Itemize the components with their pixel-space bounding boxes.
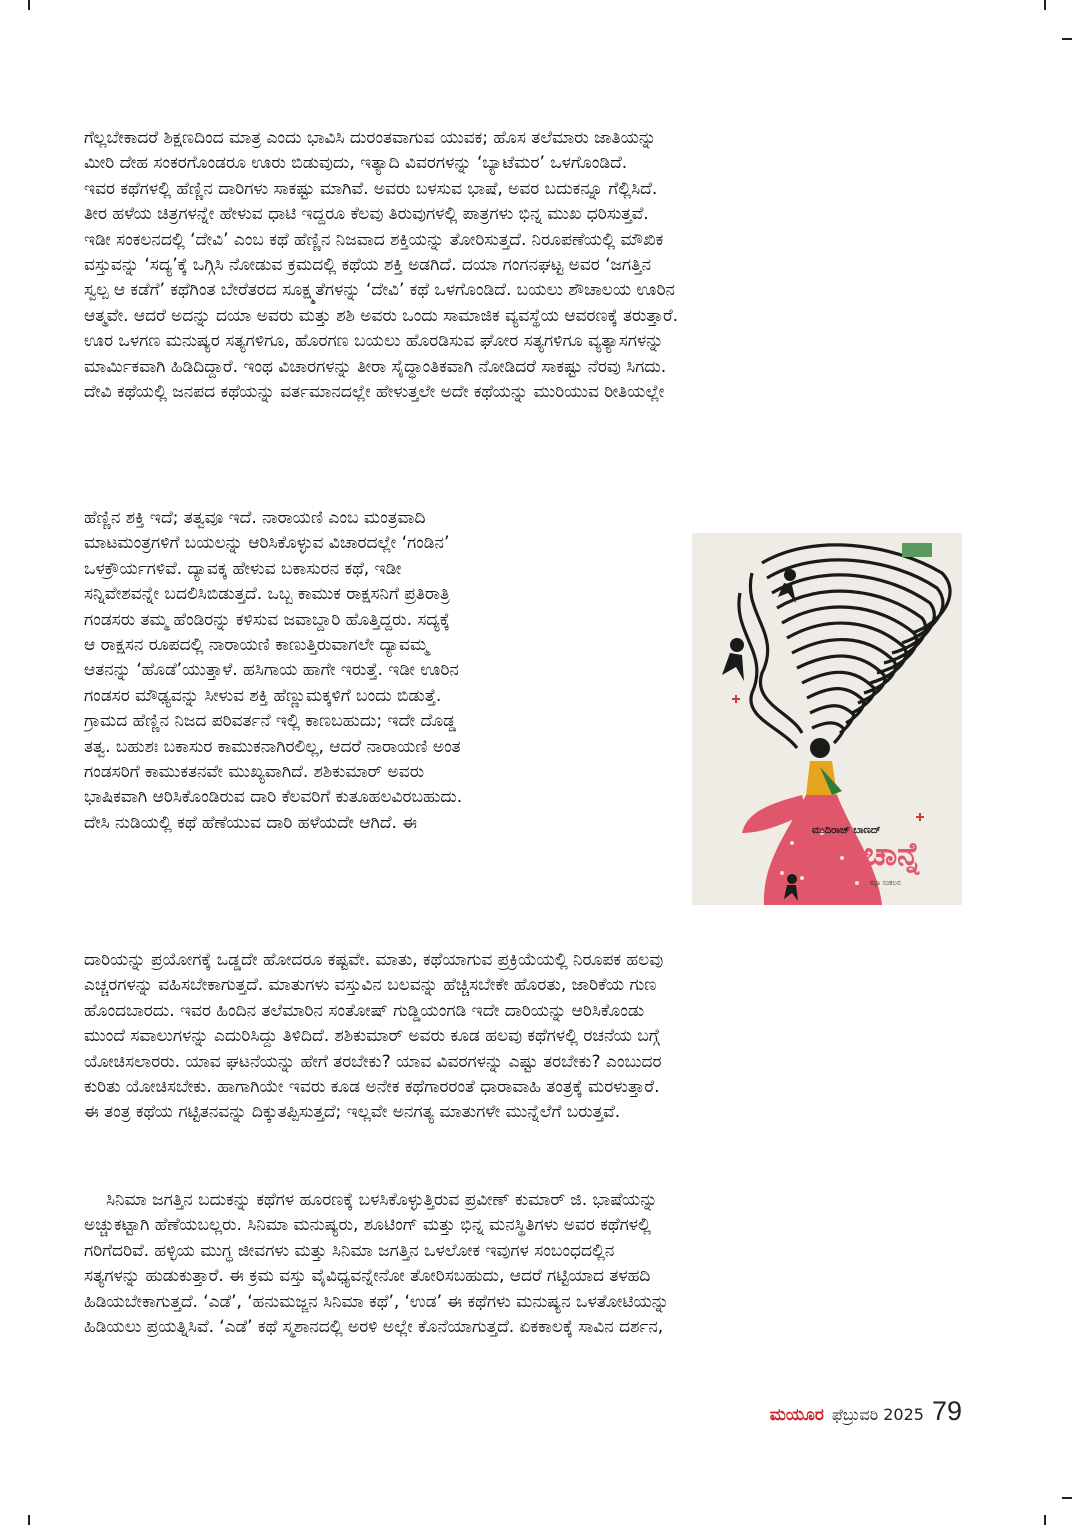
text-line: ಆತ್ಮವೇ. ಆದರೆ ಅದನ್ನು ದಯಾ ಅವರು ಮತ್ತು ಶಶಿ ಅವರು ಒಂದು ಸಾಮಾಜಿಕ ವ್ಯವಸ್ಥೆಯ ಆವರಣಕ್ಕೆ ತರುತ್ತಾರೆ. [84, 305, 679, 326]
article-paragraph-1 [84, 126, 964, 405]
text-line: ಸತ್ಯಗಳನ್ನು ಹುಡುಕುತ್ತಾರೆ. ಈ ಕ್ರಮ ವಸ್ತು ವೈವಿಧ್ಯವನ್ನೇನೋ ತೋರಿಸಬಹುದು, ಆದರೆ ಗಟ್ಟಿಯಾದ ತಳಹದಿ [84, 1266, 651, 1287]
text-line: ತತ್ವ. ಬಹುಶಃ ಬಕಾಸುರ ಕಾಮುಕನಾಗಿರಲಿಲ್ಲ, ಆದರೆ ನಾರಾಯಣಿ ಅಂತ [84, 736, 461, 757]
book-cover-title: ಚಾನ್ನೆ [864, 835, 921, 873]
text-line: ಅಚ್ಚುಕಟ್ಟಾಗಿ ಹೆಣೆಯಬಲ್ಲರು. ಸಿನಿಮಾ ಮನುಷ್ಯರು, ಶೂಟಿಂಗ್ ಮತ್ತು ಭಿನ್ನ ಮನಸ್ಥಿತಿಗಳು ಅವರ ಕಥೆಗಳಲ್ಲಿ [84, 1215, 651, 1236]
text-line: ಇಡೀ ಸಂಕಲನದಲ್ಲಿ ‘ದೇವಿ’ ಎಂಬ ಕಥೆ ಹೆಣ್ಣಿನ ನಿಜವಾದ ಶಕ್ತಿಯನ್ನು ತೋರಿಸುತ್ತದೆ. ನಿರೂಪಣೆಯಲ್ಲಿ ಮೌಖಿಕ [84, 229, 664, 250]
page-number: 79 [931, 1396, 962, 1426]
text-line: ಆತನನ್ನು ‘ಹೊಡೆ’ಯುತ್ತಾಳೆ. ಹಸಿಗಾಯ ಹಾಗೇ ಇರುತ್ತೆ. ಇಡೀ ಊರಿನ [84, 660, 459, 681]
text-line: ದೇಸಿ ನುಡಿಯಲ್ಲಿ ಕಥೆ ಹೆಣೆಯುವ ದಾರಿ ಹಳೆಯದೇ ಆಗಿದೆ. ಈ [84, 812, 418, 833]
crop-mark-bottom-left [28, 1515, 30, 1525]
text-line: ಸ್ವಲ್ಪ ಆ ಕಡೆಗೆ’ ಕಥೆಗಿಂತ ಬೇರೆತರದ ಸೂಕ್ಷ್ಮತೆಗಳನ್ನು ‘ದೇವಿ’ ಕಥೆ ಒಳಗೊಂಡಿದೆ. ಬಯಲು ಶೌಚಾಲಯ ಊರಿನ [84, 280, 676, 301]
text-line: ವಸ್ತುವನ್ನು ‘ಸದ್ಯ’ಕ್ಕೆ ಒಗ್ಗಿಸಿ ನೋಡುವ ಕ್ರಮದಲ್ಲಿ ಕಥೆಯ ಶಕ್ತಿ ಅಡಗಿದೆ. ದಯಾ ಗಂಗನಘಟ್ಟ ಅವರ ‘ಜಗತ್ತಿನ [84, 255, 652, 276]
crop-mark-right-top [1062, 38, 1072, 40]
text-line: ಭಾಷಿಕವಾಗಿ ಆರಿಸಿಕೊಂಡಿರುವ ದಾರಿ ಕೆಲವರಿಗೆ ಕುತೂಹಲವಿರಬಹುದು. [84, 787, 463, 808]
text-line: ಕುರಿತು ಯೋಚಿಸಬೇಕು. ಹಾಗಾಗಿಯೇ ಇವರು ಕೂಡ ಅನೇಕ ಕಥೆಗಾರರಂತೆ ಧಾರಾವಾಹಿ ತಂತ್ರಕ್ಕೆ ಮರಳುತ್ತಾರೆ. [84, 1077, 660, 1098]
text-line: ಹೆಣ್ಣಿನ ಶಕ್ತಿ ಇದೆ; ತತ್ವವೂ ಇದೆ. ನಾರಾಯಣಿ ಎಂಬ ಮಂತ್ರವಾದಿ [84, 508, 426, 528]
text-line: ಮಾರ್ಮಿಕವಾಗಿ ಹಿಡಿದಿದ್ದಾರೆ. ಇಂಥ ವಿಚಾರಗಳನ್ನು ತೀರಾ ಸೈದ್ಧಾಂತಿಕವಾಗಿ ನೋಡಿದರೆ ಸಾಕಷ್ಟು ನೆರವು ಸಿಗದು. [84, 356, 667, 377]
crop-mark-top-right [1044, 0, 1046, 10]
text-line: ತೀರ ಹಳೆಯ ಚಿತ್ರಗಳನ್ನೇ ಹೇಳುವ ಧಾಟಿ ಇದ್ದರೂ ಕೆಲವು ತಿರುವುಗಳಲ್ಲಿ ಪಾತ್ರಗಳು ಭಿನ್ನ ಮುಖ ಧರಿಸುತ್ತವೆ. [84, 204, 649, 225]
issue-date: ಫೆಬ್ರುವರಿ 2025 [831, 1405, 924, 1424]
text-line: ಊರ ಒಳಗಣ ಮನುಷ್ಯರ ಸತ್ಯಗಳಿಗೂ, ಹೊರಗಣ ಬಯಲು ಹೊರಡಿಸುವ ಘೋರ ಸತ್ಯಗಳಿಗೂ ವ್ಯತ್ಯಾಸಗಳನ್ನು [84, 331, 664, 352]
magazine-name: ಮಯೂರ [769, 1405, 824, 1425]
text-line: ದಾರಿಯನ್ನು ಪ್ರಯೋಗಕ್ಕೆ ಒಡ್ಡದೇ ಹೋದರೂ ಕಷ್ಟವೇ. ಮಾತು, ಕಥೆಯಾಗುವ ಪ್ರಕ್ರಿಯೆಯಲ್ಲಿ ನಿರೂಪಕ ಹಲವು [84, 950, 664, 970]
text-line: ಹೊಂದಬಾರದು. ಇವರ ಹಿಂದಿನ ತಲೆಮಾರಿನ ಸಂತೋಷ್ ಗುಡ್ಡಿಯಂಗಡಿ ಇದೇ ದಾರಿಯನ್ನು ಆರಿಸಿಕೊಂಡು [84, 1000, 645, 1021]
text-line: ಹಿಡಿಯಲು ಪ್ರಯತ್ನಿಸಿವೆ. ‘ಎಡೆ’ ಕಥೆ ಸ್ಮಶಾನದಲ್ಲಿ ಅರಳಿ ಅಲ್ಲೇ ಕೊನೆಯಾಗುತ್ತದೆ. ಏಕಕಾಲಕ್ಕೆ ಸಾವಿನ ದರ್ಶನ, [84, 1317, 664, 1338]
crop-mark-right-bottom [1062, 1497, 1072, 1499]
text-line: ಈ ತಂತ್ರ ಕಥೆಯ ಗಟ್ಟಿತನವನ್ನು ದಿಕ್ಕುತಪ್ಪಿಸುತ್ತದೆ; ಇಲ್ಲವೇ ಅನಗತ್ಯ ಮಾತುಗಳೇ ಮುನ್ನೆಲೆಗೆ ಬರುತ್ತವೆ. [84, 1102, 621, 1123]
page-footer [770, 1396, 962, 1427]
text-line: ಗ್ರಾಮದ ಹೆಣ್ಣಿನ ನಿಜದ ಪರಿವರ್ತನೆ ಇಲ್ಲಿ ಕಾಣಬಹುದು; ಇದೇ ದೊಡ್ಡ [84, 711, 456, 732]
text-line: ಯೋಚಿಸಲಾರರು. ಯಾವ ಘಟನೆಯನ್ನು ಹೇಗೆ ತರಬೇಕು? ಯಾವ ವಿವರಗಳನ್ನು ಎಷ್ಟು ತರಬೇಕು? ಎಂಬುದರ [84, 1051, 662, 1072]
article-paragraph-4 [84, 1188, 964, 1340]
text-line: ಇವರ ಕಥೆಗಳಲ್ಲಿ ಹೆಣ್ಣಿನ ದಾರಿಗಳು ಸಾಕಷ್ಟು ಮಾಗಿವೆ. ಅವರು ಬಳಸುವ ಭಾಷೆ, ಅವರ ಬದುಕನ್ನೂ ಗೆಲ್ಲಿಸಿದೆ. [84, 178, 658, 199]
article-paragraph-3 [84, 948, 964, 1126]
text-line: ಮುಂದೆ ಸವಾಲುಗಳನ್ನು ಎದುರಿಸಿದ್ದು ತಿಳಿದಿದೆ. ಶಶಿಕುಮಾರ್ ಅವರು ಕೂಡ ಹಲವು ಕಥೆಗಳಲ್ಲಿ ರಚನೆಯ ಬಗ್ಗೆ [84, 1026, 660, 1047]
text-line: ಎಚ್ಚರಗಳನ್ನು ವಹಿಸಬೇಕಾಗುತ್ತದೆ. ಮಾತುಗಳು ವಸ್ತುವಿನ ಬಲವನ್ನು ಹೆಚ್ಚಿಸಬೇಕೇ ಹೊರತು, ಜಾರಿಕೆಯ ಗುಣ [84, 975, 657, 996]
text-line: ಸನ್ನಿವೇಶವನ್ನೇ ಬದಲಿಸಿಬಿಡುತ್ತದೆ. ಒಬ್ಬ ಕಾಮುಕ ರಾಕ್ಷಸನಿಗೆ ಪ್ರತಿರಾತ್ರಿ [84, 584, 450, 605]
book-cover-image [692, 533, 962, 905]
book-cover-subtitle: ಕಥಾ ಸಂಕಲನ [870, 879, 901, 887]
text-line: ಸಿನಿಮಾ ಜಗತ್ತಿನ ಬದುಕನ್ನು ಕಥೆಗಳ ಹೂರಣಕ್ಕೆ ಬಳಸಿಕೊಳ್ಳುತ್ತಿರುವ ಪ್ರವೀಣ್ ಕುಮಾರ್ ಜಿ. ಭಾಷೆಯನ್ನು [106, 1190, 658, 1210]
text-line: ಗೆಲ್ಲಬೇಕಾದರೆ ಶಿಕ್ಷಣದಿಂದ ಮಾತ್ರ ಎಂದು ಭಾವಿಸಿ ದುರಂತವಾಗುವ ಯುವಕ; ಹೊಸ ತಲೆಮಾರು ಜಾತಿಯನ್ನು [84, 128, 657, 148]
text-line: ಗಂಡಸರ ಮೌಢ್ಯವನ್ನು ಸೀಳುವ ಶಕ್ತಿ ಹೆಣ್ಣುಮಕ್ಕಳಿಗೆ ಬಂದು ಬಿಡುತ್ತೆ. [84, 685, 442, 706]
text-line: ಗಂಡಸರು ತಮ್ಮ ಹೆಂಡಿರನ್ನು ಕಳಿಸುವ ಜವಾಬ್ದಾರಿ ಹೊತ್ತಿದ್ದರು. ಸದ್ಯಕ್ಕೆ [84, 609, 450, 630]
text-line: ಆ ರಾಕ್ಷಸನ ರೂಪದಲ್ಲಿ ನಾರಾಯಣಿ ಕಾಣುತ್ತಿರುವಾಗಲೇ ದ್ಯಾವಮ್ಮ [84, 635, 429, 656]
text-line: ದೇವಿ ಕಥೆಯಲ್ಲಿ ಜನಪದ ಕಥೆಯನ್ನು ವರ್ತಮಾನದಲ್ಲೇ ಹೇಳುತ್ತಲೇ ಅದೇ ಕಥೆಯನ್ನು ಮುರಿಯುವ ರೀತಿಯಲ್ಲೇ [84, 382, 665, 403]
text-line: ಒಳಕ್ರೌರ್ಯಗಳಿವೆ. ದ್ಯಾವಕ್ಕ ಹೇಳುವ ಬಕಾಸುರನ ಕಥೆ, ಇಡೀ [84, 558, 402, 579]
text-line: ಮಾಟಮಂತ್ರಗಳಿಗೆ ಬಯಲನ್ನು ಆರಿಸಿಕೊಳ್ಳುವ ವಿಚಾರದಲ್ಲೇ ‘ಗಂಡಿನ’ [84, 533, 450, 554]
crop-mark-bottom-right [1044, 1515, 1046, 1525]
crop-mark-top-left [28, 0, 30, 10]
text-line: ಹಿಡಿಯಬೇಕಾಗುತ್ತದೆ. ‘ಎಡೆ’, ‘ಹನುಮಜ್ಜನ ಸಿನಿಮಾ ಕಥೆ’, ‘ಉಡ’ ಈ ಕಥೆಗಳು ಮನುಷ್ಯನ ಒಳತೋಟಿಯನ್ನು [84, 1291, 669, 1312]
text-line: ಗಂಡಸರಿಗೆ ಕಾಮುಕತನವೇ ಮುಖ್ಯವಾಗಿದೆ. ಶಶಿಕುಮಾರ್ ಅವರು [84, 762, 425, 783]
text-line: ಗರಿಗೆದರಿವೆ. ಹಳ್ಳಿಯ ಮುಗ್ಧ ಜೀವಗಳು ಮತ್ತು ಸಿನಿಮಾ ಜಗತ್ತಿನ ಒಳಲೋಕ ಇವುಗಳ ಸಂಬಂಧದಲ್ಲಿನ [84, 1240, 615, 1261]
text-line: ಮೀರಿ ದೇಹ ಸಂಕರಗೊಂಡರೂ ಊರು ಬಿಡುವುದು, ಇತ್ಯಾದಿ ವಿವರಗಳನ್ನು ‘ಬ್ಯಾಟೆಮರ’ ಒಳಗೊಂಡಿದೆ. [84, 153, 628, 174]
book-cover-illustration [692, 533, 962, 905]
article-paragraph-2 [84, 506, 659, 836]
book-cover-author: ಮುದಿರಾಜ್ ಬಾಣದ್ [812, 825, 881, 836]
